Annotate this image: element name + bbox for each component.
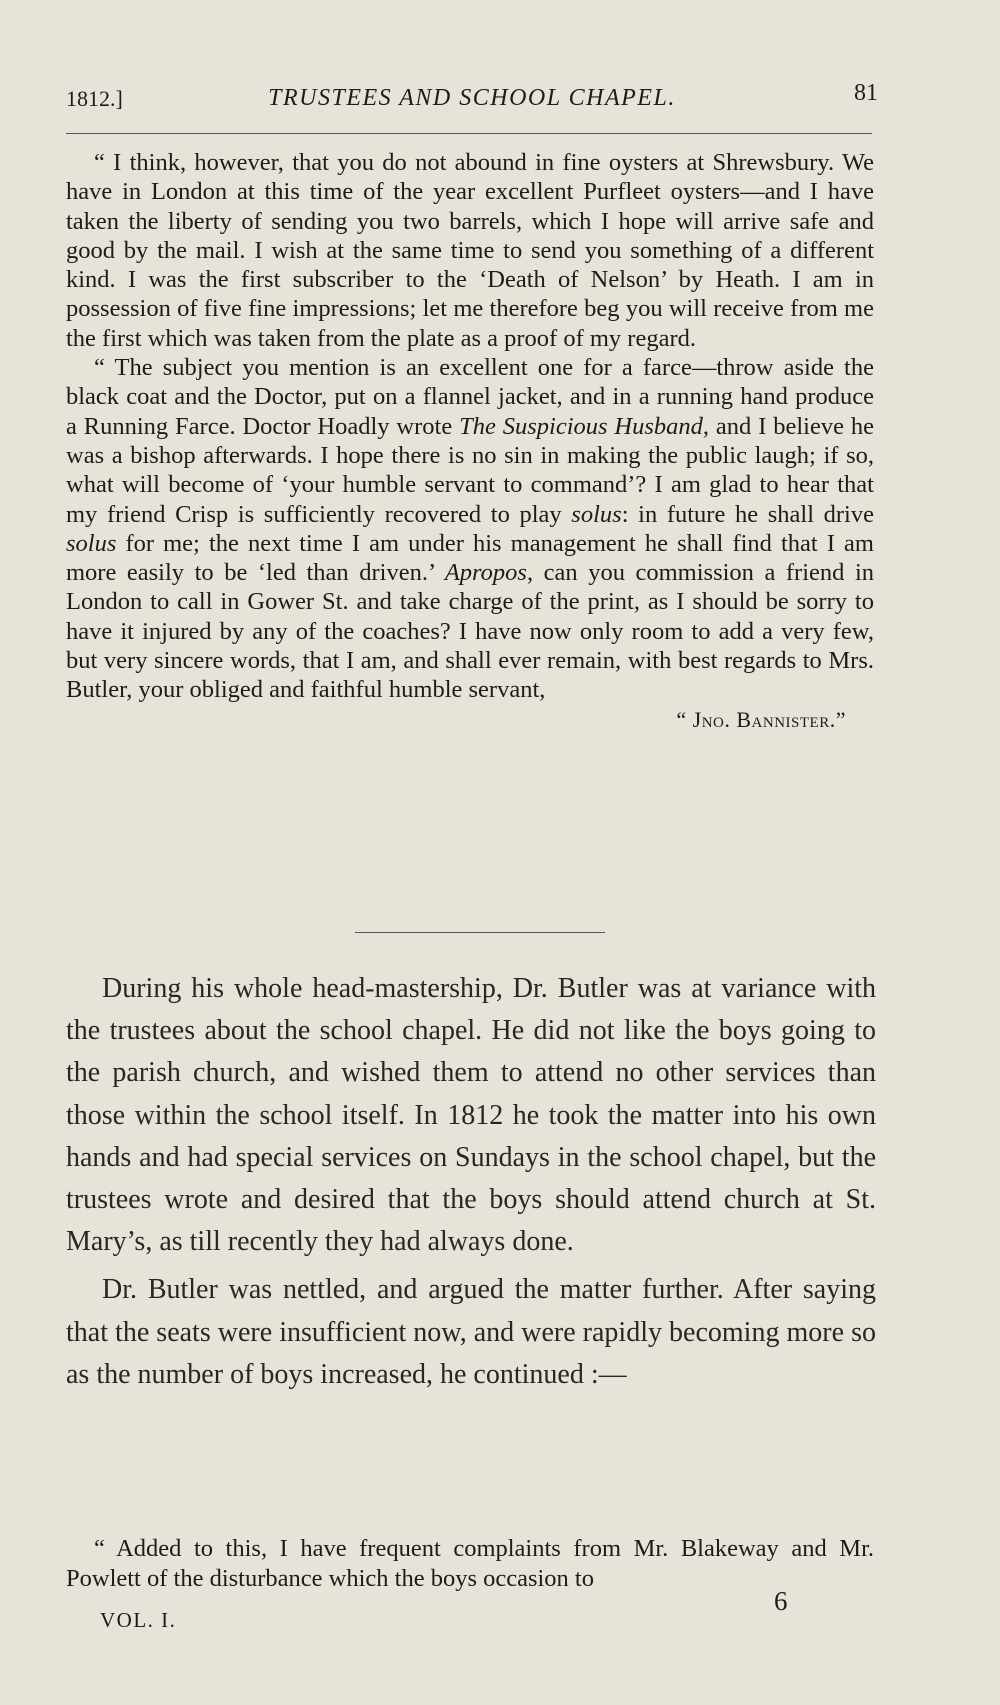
running-header	[66, 80, 878, 120]
letter-text-run: , and I believe he was a bishop afterwards. I hope there is no sin in making the public laugh; if so, what will become of ‘your humble servant to command’? I am glad to hear that my friend Crisp is sufficiently recovered to play	[66, 412, 874, 528]
page-number: 81	[854, 80, 878, 106]
italic-word: solus	[571, 500, 622, 528]
italic-word: solus	[66, 529, 117, 557]
letter-signature	[66, 705, 874, 734]
header-year: 1812.]	[66, 86, 123, 111]
letter-text	[66, 148, 874, 734]
header-title: TRUSTEES AND SCHOOL CHAPEL.	[268, 85, 676, 111]
italic-word: Apropos	[444, 559, 527, 587]
letter-text-run: , can you commission a friend in London to call in Gower St. and take charge of the print, as I should be sorry to have it injured by any of the coaches? I have now only room to add a very few, but very sincere words, that I am, and shall ever remain, with best regards to Mrs. Butler, your obliged and faithful humble servant,	[66, 559, 874, 704]
letter-text-run: : in future he shall drive	[621, 500, 874, 528]
section-divider	[355, 932, 605, 933]
body-paragraph-1: During his whole head-mastership, Dr. Butler was at variance with the trustees about the school chapel. He did not like the boys going to the parish church, and wished them to attend no other services than those within the school itself. In 1812 he took the matter into his own hands and had special services on Sundays in the school chapel, but the trustees wrote and desired that the boys should attend church at St. Mary’s, as till recently they had always done.	[66, 973, 876, 1258]
letter-paragraph-1: “ I think, however, that you do not abound in fine oysters at Shrewsbury. We have in London at this time of the year excellent Purfleet oysters—and I have taken the liberty of sending you two barrels, which I hope will arrive safe and good by the mail. I wish at the same time to send you something of a different kind. I was the first subscriber to the ‘Death of Nelson’ by Heath. I am in possession of five fine impressions; let me therefore beg you will receive from me the first which was taken from the plate as a proof of my regard.	[66, 149, 874, 352]
quoted-paragraph: “ Added to this, I have frequent complaints from Mr. Blakeway and Mr. Powlett of the disturbance which the boys occasion to	[66, 1535, 874, 1592]
body-paragraph-2: Dr. Butler was nettled, and argued the matter further. After saying that the seats were insufficient now, and were rapidly becoming more so as the number of boys increased, he continued :—	[66, 1274, 876, 1390]
header-rule	[66, 133, 872, 134]
volume-signature: VOL. I.	[100, 1608, 177, 1632]
quoted-letter	[66, 1534, 874, 1594]
italic-title: The Suspicious Husband	[459, 412, 703, 440]
letter-text-run: for me; the next time I am under his management he shall find that I am more easily to be ‘led than driven.’	[66, 529, 874, 587]
letter-text-run: “ The subject you mention is an excellent one for a farce—throw aside the black coat and the Doctor, put on a flannel jacket, and in a running hand produce a Running Farce. Doctor Hoadly wrote	[66, 354, 874, 440]
gathering-number: 6	[774, 1586, 788, 1616]
body-text	[66, 968, 876, 1402]
letter-paragraph-2	[66, 353, 874, 705]
signature-name: “ Jno. Bannister.”	[676, 706, 846, 732]
